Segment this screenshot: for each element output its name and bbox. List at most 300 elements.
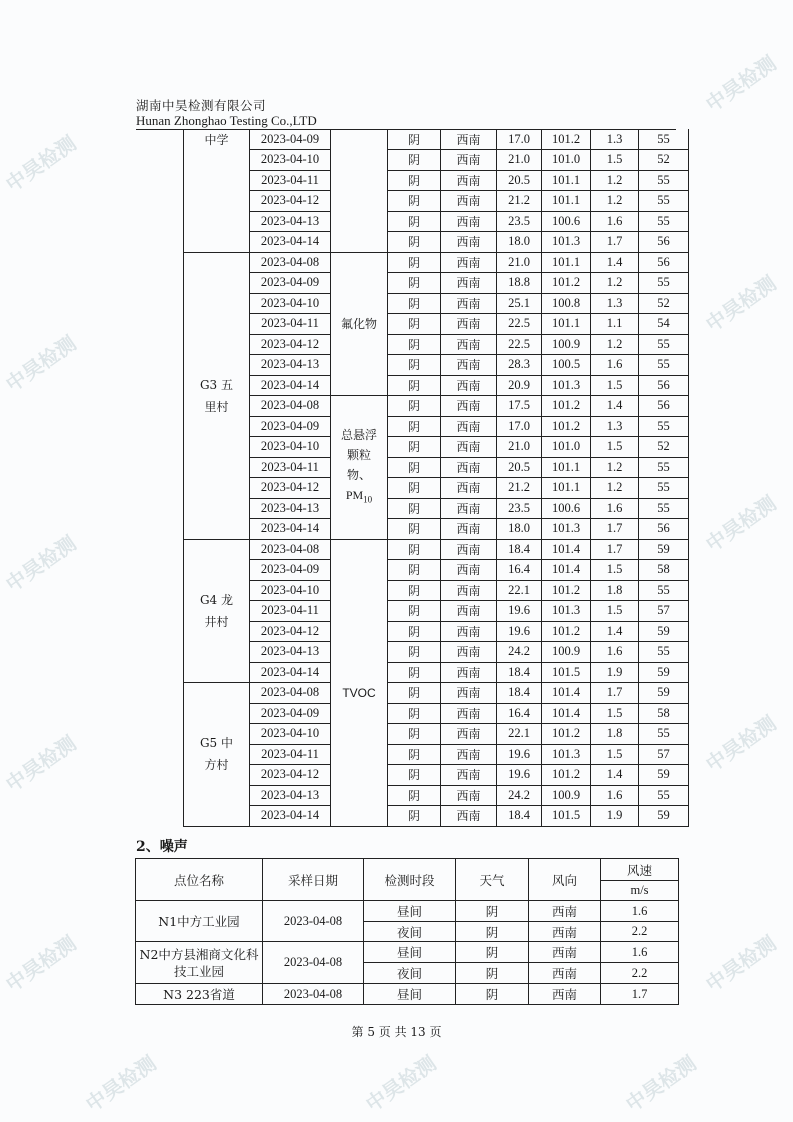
noise-wind-speed: 1.7 [601, 984, 679, 1005]
humidity-cell: 55 [639, 191, 689, 212]
temperature-cell: 28.3 [497, 355, 542, 376]
noise-weather: 阴 [456, 963, 529, 984]
table-row [184, 232, 689, 253]
wind-speed-cell: 1.6 [591, 211, 639, 232]
table-row [184, 129, 689, 150]
humidity-cell: 55 [639, 457, 689, 478]
table-row [184, 416, 689, 437]
weather-cell: 阴 [388, 785, 441, 806]
temperature-cell: 23.5 [497, 498, 542, 519]
noise-weather: 阴 [456, 984, 529, 1005]
watermark-stamp: 中昊检测 [1, 130, 81, 197]
header-period: 检测时段 [364, 859, 456, 901]
wind-direction-cell: 西南 [441, 683, 497, 704]
pressure-cell: 101.3 [542, 744, 591, 765]
weather-cell: 阴 [388, 765, 441, 786]
wind-direction-cell: 西南 [441, 293, 497, 314]
weather-cell: 阴 [388, 150, 441, 171]
noise-wind-dir: 西南 [529, 963, 601, 984]
wind-direction-cell: 西南 [441, 375, 497, 396]
pressure-cell: 100.9 [542, 642, 591, 663]
weather-cell: 阴 [388, 642, 441, 663]
table-row [184, 375, 689, 396]
humidity-cell: 57 [639, 601, 689, 622]
watermark-stamp: 中昊检测 [1, 730, 81, 797]
wind-speed-cell: 1.2 [591, 334, 639, 355]
site-name-cell: G4 龙井村 [184, 539, 250, 683]
table-row [184, 539, 689, 560]
header-site: 点位名称 [136, 859, 263, 901]
wind-direction-cell: 西南 [441, 437, 497, 458]
wind-speed-cell: 1.7 [591, 519, 639, 540]
wind-direction-cell: 西南 [441, 211, 497, 232]
noise-table [135, 858, 679, 1005]
noise-period: 昼间 [364, 942, 456, 963]
pressure-cell: 101.3 [542, 232, 591, 253]
pressure-cell: 101.0 [542, 437, 591, 458]
header-weather: 天气 [456, 859, 529, 901]
weather-cell: 阴 [388, 211, 441, 232]
wind-speed-cell: 1.2 [591, 191, 639, 212]
date-cell: 2023-04-14 [250, 806, 331, 827]
pressure-cell: 100.8 [542, 293, 591, 314]
noise-site: N1中方工业园 [136, 901, 263, 942]
pollutant-fluoride: 氟化物 [331, 252, 388, 396]
site-name-cell: G5 中方村 [184, 683, 250, 827]
wind-direction-cell: 西南 [441, 560, 497, 581]
pressure-cell: 101.1 [542, 478, 591, 499]
table-row [184, 437, 689, 458]
humidity-cell: 55 [639, 273, 689, 294]
weather-cell: 阴 [388, 601, 441, 622]
weather-cell: 阴 [388, 519, 441, 540]
table-row [184, 601, 689, 622]
weather-cell: 阴 [388, 539, 441, 560]
pollutant-tsp-pm10 [331, 396, 388, 540]
date-cell: 2023-04-13 [250, 355, 331, 376]
pressure-cell: 101.1 [542, 252, 591, 273]
wind-speed-cell: 1.5 [591, 744, 639, 765]
temperature-cell: 20.5 [497, 457, 542, 478]
header-wind-speed: 风速 [601, 859, 679, 881]
table-row [184, 293, 689, 314]
wind-direction-cell: 西南 [441, 806, 497, 827]
weather-cell: 阴 [388, 355, 441, 376]
date-cell: 2023-04-12 [250, 334, 331, 355]
noise-period: 夜间 [364, 922, 456, 942]
temperature-cell: 18.4 [497, 539, 542, 560]
watermark-stamp: 中昊检测 [701, 270, 781, 337]
table-row [184, 252, 689, 273]
wind-speed-cell: 1.6 [591, 355, 639, 376]
temperature-cell: 18.4 [497, 806, 542, 827]
pressure-cell: 101.2 [542, 129, 591, 150]
table-row [184, 314, 689, 335]
wind-speed-cell: 1.4 [591, 621, 639, 642]
weather-cell: 阴 [388, 478, 441, 499]
wind-direction-cell: 西南 [441, 129, 497, 150]
pressure-cell: 100.6 [542, 211, 591, 232]
temperature-cell: 23.5 [497, 211, 542, 232]
pressure-cell: 101.1 [542, 457, 591, 478]
temperature-cell: 22.5 [497, 334, 542, 355]
humidity-cell: 58 [639, 703, 689, 724]
weather-cell: 阴 [388, 396, 441, 417]
date-cell: 2023-04-13 [250, 211, 331, 232]
noise-weather: 阴 [456, 922, 529, 942]
temperature-cell: 21.2 [497, 191, 542, 212]
wind-direction-cell: 西南 [441, 765, 497, 786]
wind-direction-cell: 西南 [441, 642, 497, 663]
humidity-cell: 57 [639, 744, 689, 765]
table-row [184, 724, 689, 745]
date-cell: 2023-04-14 [250, 375, 331, 396]
header-date: 采样日期 [263, 859, 364, 901]
table-row [184, 683, 689, 704]
date-cell: 2023-04-11 [250, 170, 331, 191]
temperature-cell: 25.1 [497, 293, 542, 314]
wind-direction-cell: 西南 [441, 580, 497, 601]
pressure-cell: 101.3 [542, 375, 591, 396]
date-cell: 2023-04-09 [250, 129, 331, 150]
weather-cell: 阴 [388, 744, 441, 765]
date-cell: 2023-04-14 [250, 519, 331, 540]
weather-cell: 阴 [388, 683, 441, 704]
wind-speed-cell: 1.5 [591, 703, 639, 724]
date-cell: 2023-04-08 [250, 539, 331, 560]
pressure-cell: 100.9 [542, 785, 591, 806]
temperature-cell: 16.4 [497, 560, 542, 581]
weather-cell: 阴 [388, 170, 441, 191]
pollutant-tvoc: TVOC [331, 539, 388, 826]
pressure-cell: 101.2 [542, 396, 591, 417]
air-monitoring-table [183, 129, 689, 827]
wind-speed-cell: 1.7 [591, 232, 639, 253]
humidity-cell: 59 [639, 621, 689, 642]
noise-date: 2023-04-08 [263, 942, 364, 984]
date-cell: 2023-04-13 [250, 642, 331, 663]
table-row [184, 621, 689, 642]
wind-speed-cell: 1.4 [591, 396, 639, 417]
date-cell: 2023-04-08 [250, 252, 331, 273]
weather-cell: 阴 [388, 273, 441, 294]
temperature-cell: 20.5 [497, 170, 542, 191]
wind-direction-cell: 西南 [441, 724, 497, 745]
table-row [184, 478, 689, 499]
temperature-cell: 19.6 [497, 601, 542, 622]
humidity-cell: 54 [639, 314, 689, 335]
wind-speed-cell: 1.4 [591, 765, 639, 786]
noise-weather: 阴 [456, 942, 529, 963]
date-cell: 2023-04-12 [250, 621, 331, 642]
noise-date: 2023-04-08 [263, 984, 364, 1005]
temperature-cell: 24.2 [497, 642, 542, 663]
wind-direction-cell: 西南 [441, 601, 497, 622]
noise-wind-speed: 2.2 [601, 922, 679, 942]
noise-wind-speed: 2.2 [601, 963, 679, 984]
watermark-stamp: 中昊检测 [1, 330, 81, 397]
table-row [184, 191, 689, 212]
wind-direction-cell: 西南 [441, 785, 497, 806]
humidity-cell: 52 [639, 293, 689, 314]
header-wind-unit: m/s [601, 881, 679, 901]
date-cell: 2023-04-11 [250, 601, 331, 622]
weather-cell: 阴 [388, 662, 441, 683]
temperature-cell: 19.6 [497, 744, 542, 765]
pressure-cell: 101.0 [542, 150, 591, 171]
wind-direction-cell: 西南 [441, 498, 497, 519]
wind-direction-cell: 西南 [441, 252, 497, 273]
wind-speed-cell: 1.2 [591, 478, 639, 499]
pressure-cell: 101.1 [542, 314, 591, 335]
wind-speed-cell: 1.2 [591, 273, 639, 294]
company-name-cn: 湖南中昊检测有限公司 [136, 98, 267, 113]
temperature-cell: 21.0 [497, 252, 542, 273]
temperature-cell: 17.0 [497, 416, 542, 437]
wind-speed-cell: 1.6 [591, 498, 639, 519]
table-row [184, 170, 689, 191]
pollutant-pm-label: PM [345, 488, 364, 503]
weather-cell: 阴 [388, 457, 441, 478]
humidity-cell: 55 [639, 498, 689, 519]
humidity-cell: 55 [639, 724, 689, 745]
weather-cell: 阴 [388, 703, 441, 724]
date-cell: 2023-04-11 [250, 457, 331, 478]
humidity-cell: 58 [639, 560, 689, 581]
noise-date: 2023-04-08 [263, 901, 364, 942]
table-row [184, 334, 689, 355]
date-cell: 2023-04-09 [250, 703, 331, 724]
wind-direction-cell: 西南 [441, 621, 497, 642]
wind-direction-cell: 西南 [441, 396, 497, 417]
temperature-cell: 16.4 [497, 703, 542, 724]
wind-speed-cell: 1.5 [591, 375, 639, 396]
watermark-stamp: 中昊检测 [621, 1050, 701, 1117]
table-row [184, 765, 689, 786]
pressure-cell: 101.2 [542, 416, 591, 437]
date-cell: 2023-04-11 [250, 744, 331, 765]
wind-direction-cell: 西南 [441, 314, 497, 335]
wind-speed-cell: 1.2 [591, 170, 639, 191]
wind-direction-cell: 西南 [441, 539, 497, 560]
date-cell: 2023-04-12 [250, 478, 331, 499]
date-cell: 2023-04-09 [250, 273, 331, 294]
weather-cell: 阴 [388, 580, 441, 601]
noise-section-title: 2、噪声 [136, 839, 188, 855]
table-row [184, 785, 689, 806]
site-name-cell: 中学 [184, 129, 250, 252]
humidity-cell: 55 [639, 355, 689, 376]
weather-cell: 阴 [388, 416, 441, 437]
date-cell: 2023-04-12 [250, 191, 331, 212]
noise-period: 昼间 [364, 984, 456, 1005]
wind-speed-cell: 1.8 [591, 580, 639, 601]
humidity-cell: 59 [639, 539, 689, 560]
date-cell: 2023-04-08 [250, 396, 331, 417]
noise-wind-dir: 西南 [529, 984, 601, 1005]
wind-speed-cell: 1.3 [591, 293, 639, 314]
date-cell: 2023-04-09 [250, 416, 331, 437]
noise-site: N3 223省道 [136, 984, 263, 1005]
table-row [184, 744, 689, 765]
date-cell: 2023-04-10 [250, 293, 331, 314]
wind-direction-cell: 西南 [441, 662, 497, 683]
temperature-cell: 17.0 [497, 129, 542, 150]
humidity-cell: 55 [639, 170, 689, 191]
pressure-cell: 100.6 [542, 498, 591, 519]
table-row [184, 150, 689, 171]
humidity-cell: 55 [639, 129, 689, 150]
wind-direction-cell: 西南 [441, 355, 497, 376]
weather-cell: 阴 [388, 252, 441, 273]
wind-speed-cell: 1.3 [591, 129, 639, 150]
page-number: 第 5 页 共 13 页 [351, 1025, 442, 1039]
wind-speed-cell: 1.3 [591, 416, 639, 437]
table-row [184, 662, 689, 683]
humidity-cell: 52 [639, 150, 689, 171]
wind-direction-cell: 西南 [441, 416, 497, 437]
pollutant-pm-subscript: 10 [363, 494, 373, 505]
humidity-cell: 59 [639, 806, 689, 827]
humidity-cell: 59 [639, 662, 689, 683]
table-row [184, 806, 689, 827]
pressure-cell: 101.5 [542, 806, 591, 827]
weather-cell: 阴 [388, 334, 441, 355]
humidity-cell: 56 [639, 519, 689, 540]
temperature-cell: 18.8 [497, 273, 542, 294]
table-row [184, 580, 689, 601]
wind-speed-cell: 1.2 [591, 457, 639, 478]
humidity-cell: 59 [639, 765, 689, 786]
noise-site: N2中方县湘商文化科技工业园 [136, 942, 263, 984]
humidity-cell: 56 [639, 232, 689, 253]
watermark-stamp: 中昊检测 [81, 1050, 161, 1117]
date-cell: 2023-04-10 [250, 150, 331, 171]
temperature-cell: 19.6 [497, 765, 542, 786]
table-row [184, 703, 689, 724]
noise-wind-dir: 西南 [529, 922, 601, 942]
pressure-cell: 101.2 [542, 273, 591, 294]
table-row [184, 355, 689, 376]
temperature-cell: 22.1 [497, 724, 542, 745]
humidity-cell: 55 [639, 416, 689, 437]
temperature-cell: 17.5 [497, 396, 542, 417]
wind-direction-cell: 西南 [441, 478, 497, 499]
temperature-cell: 18.0 [497, 232, 542, 253]
temperature-cell: 19.6 [497, 621, 542, 642]
temperature-cell: 21.0 [497, 437, 542, 458]
wind-direction-cell: 西南 [441, 191, 497, 212]
table-row [184, 396, 689, 417]
temperature-cell: 18.4 [497, 662, 542, 683]
weather-cell: 阴 [388, 560, 441, 581]
table-row [184, 560, 689, 581]
humidity-cell: 59 [639, 683, 689, 704]
pressure-cell: 101.1 [542, 170, 591, 191]
temperature-cell: 21.2 [497, 478, 542, 499]
temperature-cell: 20.9 [497, 375, 542, 396]
table-row [184, 457, 689, 478]
wind-direction-cell: 西南 [441, 703, 497, 724]
company-name-en: Hunan Zhonghao Testing Co.,LTD [136, 113, 317, 128]
watermark-stamp: 中昊检测 [361, 1050, 441, 1117]
weather-cell: 阴 [388, 232, 441, 253]
watermark-stamp: 中昊检测 [701, 50, 781, 117]
date-cell: 2023-04-13 [250, 498, 331, 519]
date-cell: 2023-04-14 [250, 662, 331, 683]
temperature-cell: 18.4 [497, 683, 542, 704]
wind-direction-cell: 西南 [441, 170, 497, 191]
temperature-cell: 21.0 [497, 150, 542, 171]
noise-wind-speed: 1.6 [601, 901, 679, 922]
table-row [184, 519, 689, 540]
noise-weather: 阴 [456, 901, 529, 922]
pressure-cell: 100.5 [542, 355, 591, 376]
wind-speed-cell: 1.5 [591, 150, 639, 171]
wind-direction-cell: 西南 [441, 744, 497, 765]
weather-cell: 阴 [388, 314, 441, 335]
humidity-cell: 55 [639, 334, 689, 355]
table-row [184, 211, 689, 232]
wind-direction-cell: 西南 [441, 232, 497, 253]
temperature-cell: 24.2 [497, 785, 542, 806]
watermark-stamp: 中昊检测 [701, 710, 781, 777]
wind-speed-cell: 1.7 [591, 683, 639, 704]
temperature-cell: 22.1 [497, 580, 542, 601]
weather-cell: 阴 [388, 375, 441, 396]
weather-cell: 阴 [388, 129, 441, 150]
noise-wind-dir: 西南 [529, 942, 601, 963]
pollutant-cell-blank [331, 129, 388, 252]
humidity-cell: 55 [639, 580, 689, 601]
wind-direction-cell: 西南 [441, 334, 497, 355]
pressure-cell: 101.4 [542, 539, 591, 560]
weather-cell: 阴 [388, 498, 441, 519]
header-wind-dir: 风向 [529, 859, 601, 901]
date-cell: 2023-04-12 [250, 765, 331, 786]
weather-cell: 阴 [388, 293, 441, 314]
wind-speed-cell: 1.5 [591, 560, 639, 581]
watermark-stamp: 中昊检测 [1, 530, 81, 597]
wind-direction-cell: 西南 [441, 150, 497, 171]
weather-cell: 阴 [388, 806, 441, 827]
wind-speed-cell: 1.1 [591, 314, 639, 335]
wind-speed-cell: 1.4 [591, 252, 639, 273]
wind-direction-cell: 西南 [441, 457, 497, 478]
noise-period: 昼间 [364, 901, 456, 922]
date-cell: 2023-04-11 [250, 314, 331, 335]
watermark-stamp: 中昊检测 [701, 490, 781, 557]
pressure-cell: 101.5 [542, 662, 591, 683]
weather-cell: 阴 [388, 724, 441, 745]
pressure-cell: 101.2 [542, 580, 591, 601]
wind-speed-cell: 1.7 [591, 539, 639, 560]
wind-speed-cell: 1.9 [591, 806, 639, 827]
date-cell: 2023-04-09 [250, 560, 331, 581]
watermark-stamp: 中昊检测 [701, 930, 781, 997]
date-cell: 2023-04-10 [250, 580, 331, 601]
pressure-cell: 100.9 [542, 334, 591, 355]
pressure-cell: 101.4 [542, 683, 591, 704]
noise-wind-speed: 1.6 [601, 942, 679, 963]
wind-direction-cell: 西南 [441, 519, 497, 540]
pressure-cell: 101.2 [542, 724, 591, 745]
temperature-cell: 22.5 [497, 314, 542, 335]
wind-speed-cell: 1.9 [591, 662, 639, 683]
date-cell: 2023-04-14 [250, 232, 331, 253]
watermark-stamp: 中昊检测 [1, 930, 81, 997]
weather-cell: 阴 [388, 437, 441, 458]
